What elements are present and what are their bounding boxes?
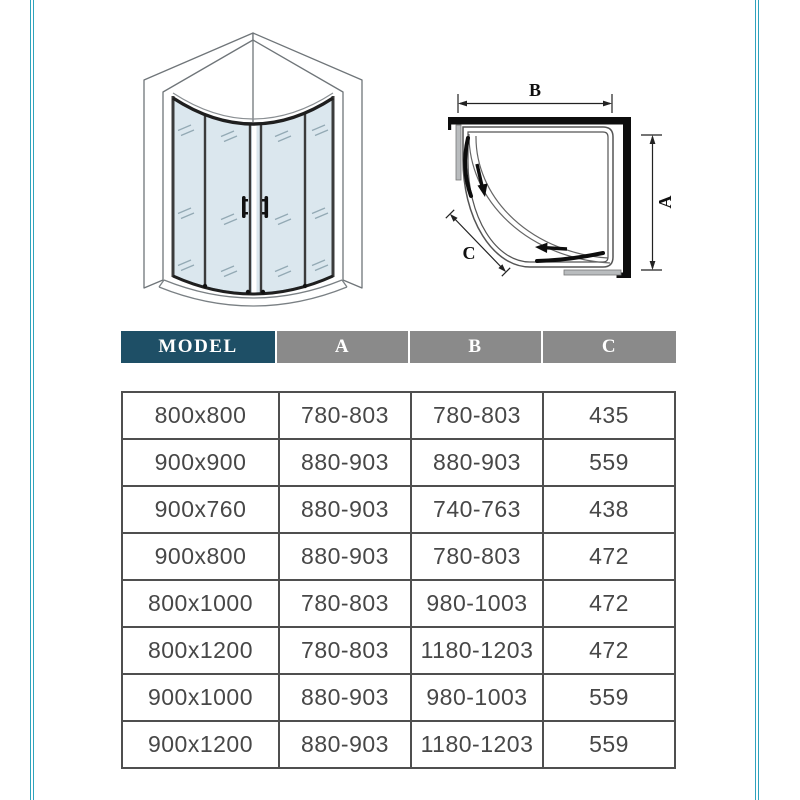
model-cell: 900x800 [122, 533, 279, 580]
b-cell: 780-803 [411, 392, 543, 439]
b-cell: 980-1003 [411, 674, 543, 721]
table-row [122, 627, 675, 674]
dimension-c-label: C [462, 243, 476, 263]
dimension-c [446, 210, 510, 276]
c-cell: 559 [543, 674, 675, 721]
model-cell: 900x1000 [122, 674, 279, 721]
table-row [122, 580, 675, 627]
sliding-door-arcs [462, 138, 603, 263]
model-cell: 800x1200 [122, 627, 279, 674]
door-gap [252, 122, 257, 293]
c-cell: 559 [543, 439, 675, 486]
header-cell-c: C [543, 331, 676, 363]
dimension-b-label: B [528, 80, 542, 100]
dimension-a-label: A [655, 195, 675, 209]
header-cell-b: B [410, 331, 543, 363]
b-cell: 980-1003 [411, 580, 543, 627]
a-cell: 880-903 [279, 439, 411, 486]
header-cell-model: MODEL [121, 331, 277, 363]
c-cell: 435 [543, 392, 675, 439]
table-row [122, 439, 675, 486]
a-cell: 880-903 [279, 486, 411, 533]
b-cell: 1180-1203 [411, 721, 543, 768]
b-cell: 880-903 [411, 439, 543, 486]
left-accent-line [30, 0, 34, 800]
spec-table [121, 391, 676, 769]
a-cell: 880-903 [279, 533, 411, 580]
model-cell: 800x800 [122, 392, 279, 439]
table-row [122, 721, 675, 768]
right-accent-line [755, 0, 759, 800]
model-cell: 900x1200 [122, 721, 279, 768]
isometric-shower-drawing [128, 30, 392, 315]
c-cell: 472 [543, 533, 675, 580]
plan-view-drawing [425, 58, 710, 310]
c-cell: 472 [543, 580, 675, 627]
table-row [122, 486, 675, 533]
model-cell: 800x1000 [122, 580, 279, 627]
table-row [122, 674, 675, 721]
c-cell: 438 [543, 486, 675, 533]
table-row [122, 392, 675, 439]
a-cell: 880-903 [279, 674, 411, 721]
a-cell: 780-803 [279, 580, 411, 627]
c-cell: 472 [543, 627, 675, 674]
a-cell: 780-803 [279, 392, 411, 439]
a-cell: 880-903 [279, 721, 411, 768]
spec-table-header [121, 331, 676, 363]
model-cell: 900x900 [122, 439, 279, 486]
header-cell-a: A [277, 331, 410, 363]
a-cell: 780-803 [279, 627, 411, 674]
b-cell: 1180-1203 [411, 627, 543, 674]
c-cell: 559 [543, 721, 675, 768]
b-cell: 740-763 [411, 486, 543, 533]
b-cell: 780-803 [411, 533, 543, 580]
model-cell: 900x760 [122, 486, 279, 533]
table-row [122, 533, 675, 580]
door-track-curves [469, 134, 610, 263]
